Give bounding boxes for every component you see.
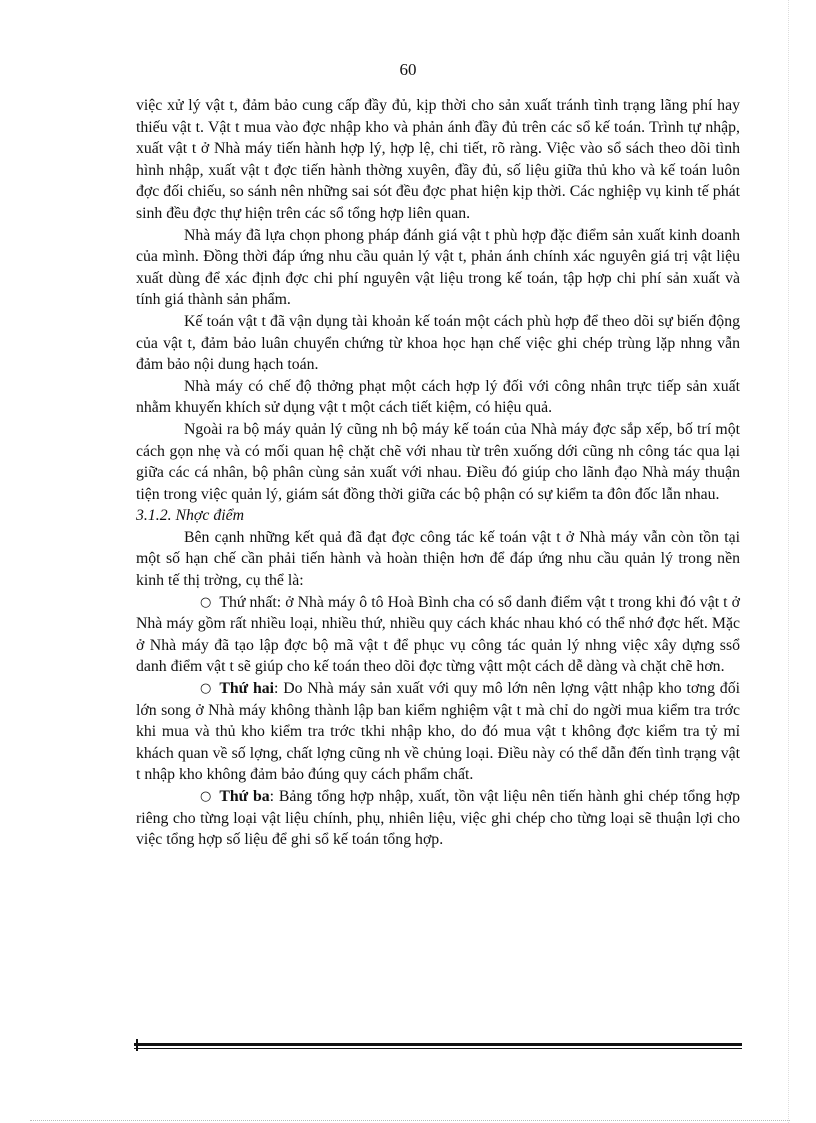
paragraph: Kế toán vật t đã vận dụng tài khoản kế toán một cách phù hợp để theo dõi sự biến động của vật t, đảm bảo luân chuyển chứng từ khoa học hạn chế việc ghi chép trùng lặp nhng vẫn đảm bảo nội dung hạch toán. [136,312,740,374]
circle-bullet-icon: ○ [200,681,212,697]
paragraph: việc xử lý vật t, đảm bảo cung cấp đầy đủ, kịp thời cho sản xuất tránh tình trạng lãng phí hay thiếu vật t. Vật t mua vào đợc nhập kho và phản ánh đầy đủ trên các sổ kế toán. Trình tự nhập, xuất vật t ở Nhà máy tiến hành hợp lý, hợp lệ, chi tiết, rõ ràng. Việc vào sổ sách theo dõi tình hình nhập, xuất vật t đợc tiến hành thờng xuyên, đầy đủ, số liệu giữa thủ kho và kế toán luôn đợc đối chiếu, so sánh nên những sai sót đều đợc phat hiện kịp thời. Các nghiệp vụ kinh tế phát sinh đều đợc thự hiện trên các sổ tổng hợp liên quan. [136,97,740,222]
section-heading: 3.1.2. Nhợc điểm [136,507,245,525]
bullet-item-1 [136,592,740,678]
bullet-item-2 [136,678,740,786]
bullet-text: : Bảng tổng hợp nhập, xuất, tồn vật liệu nên tiến hành ghi chép tổng hợp riêng cho từng loại vật liệu chính, phụ, nhiên liệu, việc ghi chép cho từng loại sẽ thuận lợi cho việc tổng hợp số liệu để ghi sổ kế toán tổng hợp. [136,788,741,849]
paragraph: Nhà máy có chế độ thởng phạt một cách hợp lý đối với công nhân trực tiếp sản xuất nhằm khuyến khích sử dụng vật t một cách tiết kiệm, có hiệu quả. [136,377,740,417]
paragraph: Nhà máy đã lựa chọn phong pháp đánh giá vật t phù hợp đặc điểm sản xuất kinh doanh của mình. Đồng thời đáp ứng nhu cầu quản lý vật t, phản ánh chính xác nguyên giá trị vật liệu xuất dùng để xác định đợc chi phí nguyên vật liệu trong kế toán, tập hợp chi phí sản xuất và tính giá thành sản phẩm. [136,226,740,309]
section-intro: Bên cạnh những kết quả đã đạt đợc công tác kế toán vật t ở Nhà máy vẫn còn tồn tại một số hạn chế cần phải tiến hành và hoàn thiện hơn để đáp ứng nhu cầu quản lý trong nền kinh tế thị trờng, cụ thể là: [136,528,740,590]
circle-bullet-icon: ○ [200,789,212,804]
page-number: 60 [399,60,417,79]
page-border-right [788,0,789,1123]
paragraph: Ngoài ra bộ máy quản lý cũng nh bộ máy kế toán của Nhà máy đợc sắp xếp, bố trí một cách gọn nhẹ và có mối quan hệ chặt chẽ với nhau từ trên xuống dới cũng nh công tác qua lại giữa các cá nhân, bộ phân cùng sản xuất với nhau. Điều đó giúp cho lãnh đạo Nhà máy thuận tiện trong việc quản lý, giám sát đồng thời giữa các bộ phận có sự kiểm ta đôn đốc lẫn nhau. [136,420,740,503]
page-border-bottom [30,1120,790,1121]
bullet-label: Thứ ba [219,788,270,805]
circle-bullet-icon: ○ [200,594,212,610]
footer-double-rule [134,1043,742,1051]
rule-thin-line [134,1048,742,1049]
bullet-text: Thứ nhất: ở Nhà máy ô tô Hoà Bình cha có sổ danh điểm vật t trong khi đó vật t ở Nhà máy gồm rất nhiều loại, nhiều thứ, nhiều quy cách khác nhau khó có thể nhớ đợc hết. Mặc ở Nhà máy đã tạo lập đợc bộ mã vật t để phục vụ công tác quản lý nhng việc xây dựng ssổ danh điểm vật t sẽ giúp cho kế toán theo dõi đợc từng vậtt một cách dễ dàng và chặt chẽ hơn. [136,593,740,676]
bullet-text: : Do Nhà máy sản xuất với quy mô lớn nên lợng vậtt nhập kho tơng đối lớn song ở Nhà máy không thành lập ban kiểm nghiệm vật t mà chỉ do ngời mua kiểm tra trớc khi mua và thủ kho kiểm tra trớc tkhi nhập kho, do đó mua vật t không đợc kiểm tra tỷ mỉ khách quan về số lợng, chất lợng cũng nh về chủng loại. Điều này có thể dẫn đến tình trạng vật t nhập kho không đảm bảo đúng quy cách phẩm chất. [136,680,740,784]
rule-thick-line [134,1043,742,1046]
document-body [136,95,740,851]
bullet-item-3 [136,786,740,851]
bullet-label: Thứ hai [219,680,275,698]
